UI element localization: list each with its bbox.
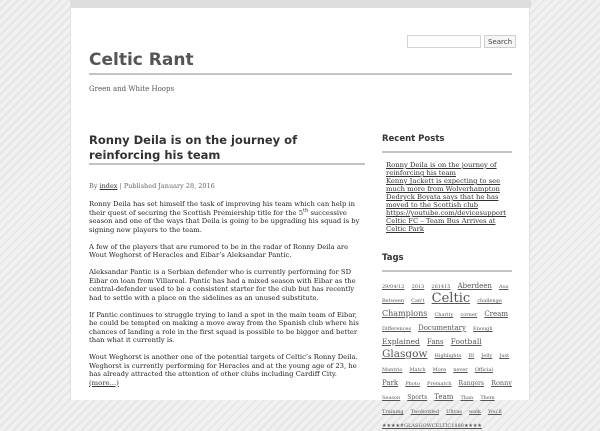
tags-divider xyxy=(382,270,512,272)
post-paragraph-text: Ronny Deila has set himself the task of improving his team which can help in their quest of securing the Scottish Premiership title for the 5 xyxy=(89,200,356,217)
post-body xyxy=(89,200,365,396)
recent-post-link[interactable]: Dedryck Boyata says that he has moved to the Scottish club xyxy=(386,193,499,209)
tag-link[interactable]: Them xyxy=(480,395,495,401)
tag-link[interactable]: More xyxy=(432,367,447,373)
tag-link[interactable]: Aberdeen xyxy=(457,282,492,290)
tag-link[interactable]: Documentary xyxy=(418,324,466,332)
tag-link[interactable]: Cream xyxy=(484,310,508,318)
search-input[interactable] xyxy=(407,35,481,48)
tag-link[interactable]: You'll xyxy=(488,409,502,415)
post-date: | Published January 28, 2016 xyxy=(119,182,215,190)
recent-post-link[interactable]: https://youtube.com/devicesupport xyxy=(386,209,506,217)
recent-post-link[interactable]: Ronny Deila is on the journey of reinforcing his team xyxy=(386,161,497,177)
recent-posts-divider xyxy=(382,151,512,153)
recent-post-item xyxy=(386,177,512,193)
tag-link[interactable]: Than xyxy=(460,395,474,401)
tag-link[interactable]: Fans xyxy=(426,338,444,346)
header-divider xyxy=(89,73,512,75)
tag-link[interactable]: Between xyxy=(382,298,405,304)
tag-link[interactable]: ★★★★#GLASGOWCELTIC1888★★★★ xyxy=(382,423,482,429)
tag-link[interactable]: Training xyxy=(382,409,404,415)
site-description: Green and White Hoops xyxy=(89,85,175,93)
post-paragraph-text: successive season and one of the ways that Deila is going to be upgrading his squad is by signing new players to the team. xyxy=(89,208,360,234)
tag-link[interactable]: Twobottled xyxy=(410,409,440,415)
search-button[interactable]: Search xyxy=(484,35,516,48)
recent-post-item xyxy=(386,209,512,217)
tag-link[interactable]: Charity xyxy=(434,312,454,318)
recent-post-item xyxy=(386,217,512,233)
tag-link[interactable]: Enough xyxy=(473,326,493,332)
post-meta xyxy=(89,182,215,190)
tag-link[interactable]: Highlights xyxy=(434,353,462,359)
recent-post-link[interactable]: Kenny Jackett is expecting to see much more from Wolverhampton xyxy=(386,177,501,193)
tag-link[interactable]: Official xyxy=(474,367,493,373)
tag-link[interactable]: Champions xyxy=(382,309,428,318)
tag-link[interactable]: 261415 xyxy=(431,284,451,290)
tag-link[interactable]: Park xyxy=(382,379,399,387)
recent-posts-list xyxy=(386,161,512,233)
post-paragraph: A few of the players that are rumored to be in the radar of Ronny Deila are Wout Weghorst of Heracles and Eibar’s Aleksandar Pantic. xyxy=(89,242,349,259)
tag-link[interactable]: walk xyxy=(469,409,481,415)
recent-post-item xyxy=(386,193,512,209)
read-more-link[interactable]: (more…) xyxy=(89,378,119,387)
tag-link[interactable]: Aus xyxy=(498,284,509,290)
tag-link[interactable]: Can't xyxy=(411,298,425,304)
tag-link[interactable]: Ultras xyxy=(446,409,462,415)
top-bar xyxy=(71,0,531,8)
tag-link[interactable]: Season xyxy=(382,395,401,401)
post-paragraph xyxy=(89,353,365,387)
tag-link[interactable]: Football xyxy=(450,337,482,346)
search-form xyxy=(407,35,516,48)
tag-link[interactable]: Ronny xyxy=(491,379,512,387)
tag-link[interactable]: Sports xyxy=(407,394,428,401)
page-container xyxy=(70,0,530,429)
tag-link[interactable]: Glasgow xyxy=(382,348,428,360)
tag-link[interactable]: corner xyxy=(460,312,478,318)
site-title[interactable]: Celtic Rant xyxy=(89,50,194,70)
recent-posts-title: Recent Posts xyxy=(382,134,445,144)
post-meta-by: By xyxy=(89,182,98,190)
recent-post-link[interactable]: Celtic FC – Team Bus Arrives at Celtic Park xyxy=(386,217,496,233)
tag-link[interactable]: Mantrio xyxy=(382,367,403,373)
post-paragraph: Aleksandar Pantic is a Serbian defender who is currently performing for SD Eibar on loan from Villareal. Pantic has had a mixed season with Eibar as the central-defender used to be a consistent starter for the club but has recently had to settle with a place on the sidelines as an unused substitute. xyxy=(89,268,356,302)
tags-title: Tags xyxy=(382,253,404,263)
tag-link[interactable]: Photo xyxy=(405,381,420,387)
tag-link[interactable]: Explained xyxy=(382,337,420,346)
tag-link[interactable]: Celtic xyxy=(431,291,471,306)
tag-link[interactable]: Prematch xyxy=(426,381,452,387)
post-author-link[interactable]: index xyxy=(99,182,118,190)
post-title[interactable]: Ronny Deila is on the journey of reinforcing his team xyxy=(89,133,298,162)
post-paragraph: If Pantic continues to struggle trying to land a spot in the main team of Eibar, he could be tempted on making a move away from the Spanish club where his chances of landing a role in the first squad is possible to be bigger and better than what it currently is. xyxy=(89,310,359,344)
post-paragraph-text: Wout Weghorst is another one of the potential targets of Celtic’s Ronny Deila. Weghorst is currently performing for Heracles and at the young age of 23, he has already attracted the attention of other clubs including Cardiff City. xyxy=(89,353,358,378)
tag-link[interactable]: 29/04/12 xyxy=(382,284,405,290)
post-title-divider xyxy=(89,163,365,165)
tag-link[interactable]: Differences xyxy=(382,326,412,332)
tag-cloud xyxy=(382,278,514,431)
tag-link[interactable]: never xyxy=(453,367,468,373)
tag-link[interactable]: Rangers xyxy=(458,380,484,387)
tag-link[interactable]: challenge xyxy=(477,298,502,304)
tag-link[interactable]: Team xyxy=(434,393,454,401)
tag-link[interactable]: Jelly xyxy=(481,353,493,359)
tag-link[interactable]: III xyxy=(468,353,475,359)
tag-link[interactable]: Match xyxy=(409,367,426,373)
tag-link[interactable]: Just xyxy=(499,353,510,359)
post-paragraph xyxy=(89,200,365,234)
post-paragraph-sup: th xyxy=(303,207,309,214)
recent-post-item xyxy=(386,161,512,177)
tag-link[interactable]: 2013 xyxy=(411,284,425,290)
